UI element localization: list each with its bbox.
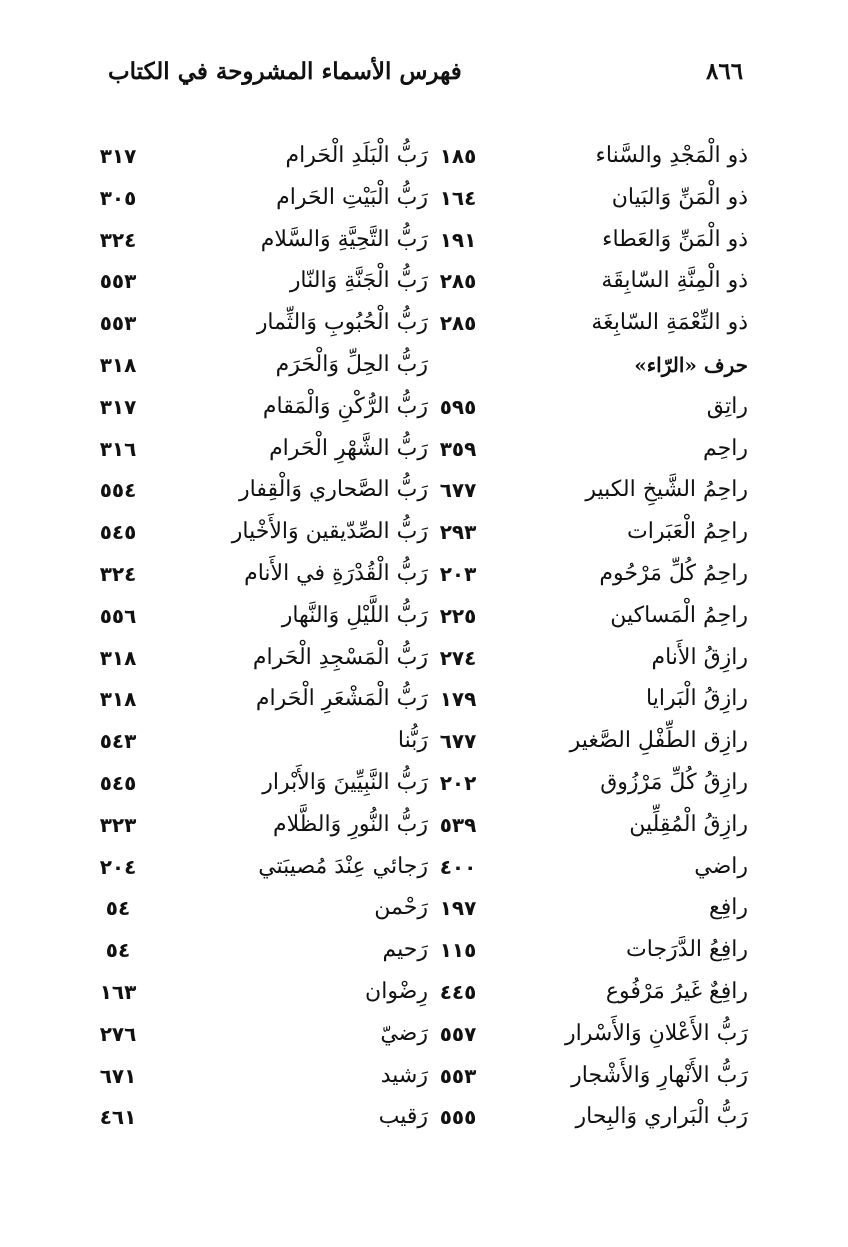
entry-page-number: ٦٧٧	[439, 729, 477, 754]
entry-name: رَبُّ الْبَلَدِ الْحَرام	[285, 143, 428, 168]
index-row	[0, 428, 848, 470]
entry-page-number: ٥٥٥	[439, 1105, 477, 1130]
entry-name: ذو الْمَنِّ وَالبَيان	[611, 184, 748, 210]
entry-page-number: ٥٤٥	[99, 520, 137, 545]
entry-page-number: ٥٥٣	[439, 1063, 477, 1088]
entry-name: رَبُّ الصَّحاري وَالْقِفار	[239, 477, 428, 503]
entry-page-number: ٥٥٦	[99, 603, 137, 628]
entry-name: رَحْمن	[374, 895, 428, 921]
entry-name: راتِق	[706, 393, 748, 419]
entry-name: رازِقُ كُلِّ مَرْزُوق	[600, 770, 748, 795]
entry-page-number: ٣١٨	[99, 687, 137, 712]
index-row	[0, 344, 848, 386]
entry-name: ذو الْمَجْدِ والسَّناء	[595, 143, 748, 168]
entry-name: ذو الْمِنَّةِ السّابِقَة	[601, 268, 748, 294]
index-row	[0, 720, 848, 762]
page-title: فهرس الأسماء المشروحة في الكتاب	[108, 58, 462, 85]
entry-name: رَبُّ التَّحِيَّةِ وَالسَّلام	[260, 226, 428, 252]
entry-name: راحِمُ كُلِّ مَرْحُوم	[599, 561, 748, 586]
entry-page-number: ٤٤٥	[439, 980, 477, 1004]
entry-name: رَقيب	[378, 1104, 428, 1130]
index-row	[0, 1055, 848, 1097]
index-row	[0, 1096, 848, 1138]
entry-name: رَضيّ	[380, 1020, 428, 1046]
index-row	[0, 177, 848, 219]
entry-page-number: ٣١٨	[99, 353, 137, 377]
entry-page-number: ٢٠٢	[439, 771, 477, 795]
entry-page-number: ١٩١	[439, 227, 477, 252]
entry-page-number: ٢٨٥	[439, 269, 477, 294]
entry-page-number: ٥٤٣	[99, 729, 137, 754]
index-row	[0, 135, 848, 177]
index-row	[0, 260, 848, 302]
entry-page-number: ٣١٦	[99, 436, 137, 461]
entry-page-number: ٢٠٣	[439, 562, 477, 586]
entry-page-number: ٤٦١	[99, 1105, 137, 1130]
entry-page-number: ٣١٨	[99, 645, 137, 670]
page-number: ٨٦٦	[706, 58, 744, 85]
entry-page-number: ٥٥٣	[99, 269, 137, 294]
entry-name: رازِق الطِّفْلِ الصَّغير	[569, 728, 748, 754]
entry-page-number: ٢٧٦	[99, 1021, 137, 1046]
entry-page-number: ٥٣٩	[439, 812, 477, 837]
entry-page-number: ٣٠٥	[99, 185, 137, 210]
entry-page-number: ٣٢٤	[99, 227, 137, 252]
entry-name: رَبُّ الرُّكْنِ وَالْمَقام	[262, 393, 428, 419]
entry-page-number: ٥٤	[105, 896, 131, 921]
entry-name: رَبُّ الْقُدْرَةِ في الأَنام	[244, 561, 428, 586]
entry-name: رَشيد	[380, 1062, 428, 1088]
entry-name: رَبُّ النُّورِ وَالظَّلام	[273, 811, 428, 837]
entry-name: رازِقُ الأَنام	[651, 644, 748, 670]
entry-name: رازِقُ الْمُقِلِّين	[629, 811, 748, 837]
entry-page-number: ٥٩٥	[439, 394, 477, 419]
index-row	[0, 302, 848, 344]
entry-name: رافِعُ الدَّرَجات	[626, 937, 748, 963]
section-heading: حرف «الرّاء»	[634, 353, 748, 377]
entry-name: رافِع	[709, 895, 748, 921]
index-row	[0, 637, 848, 679]
entry-name: رَبُّ الْبَيْتِ الحَرام	[276, 184, 428, 210]
entry-name: ذو الْمَنِّ وَالعَطاء	[602, 226, 748, 252]
entry-page-number: ١٦٣	[99, 980, 137, 1004]
entry-name: راحِمُ الشَّيخِ الكبير	[585, 477, 748, 503]
entry-page-number: ٢٨٥	[439, 311, 477, 336]
entry-page-number: ٣١٧	[99, 394, 137, 419]
index-row	[0, 386, 848, 428]
entry-page-number: ١٨٥	[439, 144, 477, 168]
entry-page-number: ١١٥	[439, 938, 477, 963]
entry-name: رَبُّ الْمَسْجِدِ الْحَرام	[252, 644, 428, 670]
entry-page-number: ٦٧٧	[439, 478, 477, 503]
entry-page-number: ٣٢٣	[99, 812, 137, 837]
index-row	[0, 595, 848, 637]
entry-name: رَبُّ الصِّدّيقين وَالأَخْيار	[231, 519, 428, 545]
index-row	[0, 678, 848, 720]
index-row	[0, 846, 848, 888]
entry-name: رَبُّ الْبَراري وَالبِحار	[575, 1104, 748, 1130]
entry-page-number: ٢٠٤	[99, 854, 137, 879]
entry-name: رازِقُ الْبَرايا	[646, 686, 748, 712]
entry-page-number: ٥٥٧	[439, 1021, 477, 1046]
index-row	[0, 804, 848, 846]
index-row	[0, 553, 848, 595]
entry-page-number: ٥٥٤	[99, 478, 137, 503]
entry-page-number: ٢٢٥	[439, 603, 477, 628]
entry-name: راحِم	[703, 435, 748, 461]
index-row	[0, 762, 848, 804]
entry-name: رَبُّنا	[397, 728, 428, 754]
entry-name: رَبُّ الأَعْلانِ وَالأَسْرار	[565, 1020, 748, 1046]
entry-name: رَبُّ الحِلِّ وَالْحَرَم	[275, 352, 428, 377]
entry-page-number: ٥٤٥	[99, 771, 137, 795]
entry-page-number: ٦٧١	[99, 1063, 137, 1088]
entry-name: راحِمُ الْعَبَرات	[627, 519, 748, 545]
index-row	[0, 929, 848, 971]
entry-page-number: ١٧٩	[439, 687, 477, 712]
entry-name: رَجائي عِنْدَ مُصيبَتي	[258, 853, 428, 879]
entry-name: ذو النِّعْمَةِ السّابِغَة	[591, 310, 748, 336]
index-row	[0, 887, 848, 929]
entry-name: رَبُّ الْمَشْعَرِ الْحَرام	[255, 686, 428, 712]
index-row	[0, 469, 848, 511]
entry-page-number: ٣٢٤	[99, 562, 137, 586]
entry-name: رَبُّ اللَّيْلِ وَالنَّهار	[281, 602, 428, 628]
entry-page-number: ٤٠٠	[439, 854, 477, 879]
entry-name: راضي	[694, 853, 748, 879]
entry-name: رَبُّ الأَنْهارِ وَالأَشْجار	[571, 1062, 748, 1088]
entry-page-number: ١٦٤	[439, 185, 477, 210]
entry-page-number: ٣١٧	[99, 144, 137, 168]
entry-page-number: ١٩٧	[439, 896, 477, 921]
entry-name: رَبُّ الْجَنَّةِ وَالنّار	[289, 268, 428, 294]
entry-name: رَبُّ النَّبِيِّينَ وَالأَبْرار	[262, 770, 428, 795]
entry-name: رَحيم	[382, 937, 428, 963]
entry-page-number: ٣٥٩	[439, 436, 477, 461]
index-row	[0, 511, 848, 553]
entry-page-number: ٢٧٤	[439, 645, 477, 670]
index-row	[0, 219, 848, 261]
entry-name: رَبُّ الْحُبُوبِ وَالثِّمار	[256, 310, 428, 336]
entry-name: رِضْوان	[365, 979, 428, 1004]
entry-page-number: ٢٩٣	[439, 520, 477, 545]
entry-name: راحِمُ الْمَساكين	[610, 602, 748, 628]
entry-page-number: ٥٥٣	[99, 311, 137, 336]
entry-name: رافِعٌ غَيرُ مَرْفُوع	[605, 979, 748, 1004]
index-row	[0, 1013, 848, 1055]
index-row	[0, 971, 848, 1013]
entry-name: رَبُّ الشَّهْرِ الْحَرام	[269, 435, 428, 461]
entry-page-number: ٥٤	[105, 938, 131, 963]
